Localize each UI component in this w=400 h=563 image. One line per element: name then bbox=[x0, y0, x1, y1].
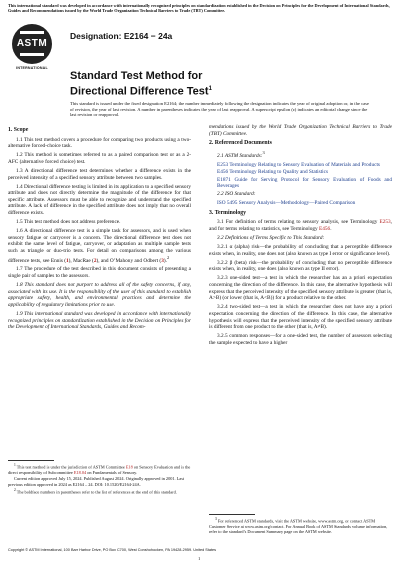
subcommittee-link-e18-04[interactable]: E18.04 bbox=[73, 469, 87, 475]
footnote-divider-right bbox=[209, 514, 255, 515]
para-1-9: 1.9 This international standard was developed in accordance with internationally recognized principles on standardization established in the Decision on Principles for the Development of International Standards, Guides and Recom- bbox=[8, 311, 191, 331]
para-1-3: 1.3 A directional difference test determines whether a difference exists in the perceived intensity of a specified sensory attribute between two samples. bbox=[8, 167, 191, 181]
footnotes-left bbox=[8, 463, 191, 496]
page-number: 1 bbox=[198, 556, 201, 561]
para-1-5: 1.5 This test method does not address preference. bbox=[16, 219, 121, 226]
ref-link-2[interactable]: 2 bbox=[93, 257, 97, 264]
ref-iso-5495[interactable]: ISO 5495 Sensory Analysis—Methodology—Paired Comparison bbox=[217, 200, 356, 207]
para-1-8: 1.8 This standard does not purport to address all of the safety concerns, if any, associated with its use. It is the responsibility of the user of this standard to establish appropriate safety, health, and environmental practices and determine the applicability of regulatory limitations prior to use. bbox=[8, 282, 191, 308]
footnote-3: $^3$ For referenced ASTM standards, visit the ASTM website, www.astm.org, or contact ASTM Customer Service at www.astm.org/contact. For Annual Book of ASTM Standards volume information, refer to the standard’s Document Summary page on the ASTM website. bbox=[209, 517, 388, 534]
para-1-2: 1.2 This method is sometimes referred to as a paired comparison test or as a 2-AFC (alternative forced choice) test. bbox=[8, 152, 191, 165]
standard-issue-note: This standard is issued under the fixed designation E2164; the number immediately following the designation indicates the year of original adoption or, in the case of revision, the year of last revision. A number in parentheses indicates the year of last reapproval. A superscript epsilon (ε) indicates an editorial change since the last revision or reapproval. bbox=[70, 101, 369, 118]
para-1-6: 1.6 A directional difference test is a simple task for assessors, and is used when sensory fatigue or carryover is a concern. The directional difference test does not exhibit the same level of fatigue, carryover, or adaptation as multiple sample tests such as triangle or duo-trio tests. For detail on comparisons among the various difference tests, see Ennis (1), MacRae (2), and O’Mahony and Odbert (3).$^2$ bbox=[8, 228, 191, 264]
para-3-1: 3.1 For definition of terms relating to sensory analysis, see Terminology E253, and for terms relating to statistics, see Terminology E456. bbox=[209, 219, 392, 232]
title-line-2: Directional Difference Test$^1$ bbox=[70, 85, 212, 98]
para-3-2-3: 3.2.3 one-sided test—a test in which the researcher has an a priori expectation concerning the direction of the difference. In this case, the alternative hypothesis will express that the perceived intensity of the specified sensory attribute is greater (that is, A>B) (or lower (that is, A<B)) for a product relative to the other. bbox=[209, 275, 392, 302]
copyright-line: Copyright © ASTM International, 100 Barr Harbor Drive, PO Box C700, West Conshohocken, PA 19428-2959. United States bbox=[8, 548, 217, 552]
logo-international-text: INTERNATIONAL bbox=[16, 66, 48, 70]
right-column bbox=[209, 124, 392, 349]
wto-notice: This international standard was developed in accordance with internationally recognized principles on standardization established in the Decision on Principles for the Development of International Standards, Guides and Recommendations issued by the World Trade Organization Technical Barriers to Trade (TBT) Committee. bbox=[8, 3, 390, 14]
para-3-2-5: 3.2.5 common responses—for a one-sided test, the number of assessors selecting the sample expected to have a higher bbox=[209, 333, 392, 346]
term-link-e253[interactable]: E253 bbox=[379, 219, 391, 226]
ref-e253[interactable]: E253 Terminology Relating to Sensory Evaluation of Materials and Products bbox=[217, 161, 380, 168]
footnote-1: $^1$ This test method is under the jurisdiction of ASTM Committee E18 on Sensory Evaluation and is the direct responsibility of Subcommittee E18.04 on Fundamentals of Sensory. bbox=[8, 463, 191, 475]
ref-e1871[interactable]: E1871 Guide for Serving Protocol for Sensory Evaluation of Foods and Beverages bbox=[217, 176, 392, 190]
ref-e456[interactable]: E456 Terminology Relating to Quality and Statistics bbox=[217, 169, 329, 176]
footnote-2: $^2$ The boldface numbers in parentheses refer to the list of references at the end of this standard. bbox=[14, 488, 177, 495]
para-3-2-1: 3.2.1 α (alpha) risk—the probability of concluding that a perceptible difference exists when, in reality, one does not (also known as type I error or significance level). bbox=[209, 244, 392, 257]
footnote-divider-left bbox=[8, 460, 54, 461]
ref-link-1[interactable]: 1 bbox=[66, 257, 69, 264]
section-heading-referenced-documents: 2. Referenced Documents bbox=[209, 140, 272, 147]
para-1-1: 1.1 This test method covers a procedure for comparing two products using a two-alternative forced-choice task. bbox=[8, 136, 191, 150]
ref-link-3[interactable]: 3 bbox=[161, 257, 164, 264]
footnote-1-edition: Current edition approved July 15, 2024. Published August 2024. Originally approved in 2001. Last previous edition approved in 2024 as E2164 – 24. DOI: 10.1520/E2164-24A. bbox=[8, 476, 185, 487]
section-heading-terminology: 3. Terminology bbox=[209, 209, 247, 216]
title-line-1: Standard Test Method for bbox=[70, 70, 203, 82]
astm-logo-mark bbox=[12, 24, 52, 64]
para-3-2-2: 3.2.2 β (beta) risk—the probability of concluding that no perceptible difference exists when, in reality, one does (also known as type II error). bbox=[209, 259, 392, 273]
committee-link-e18[interactable]: E18 bbox=[125, 464, 133, 470]
para-3-2: 3.2 Definitions of Terms Specific to This Standard: bbox=[217, 234, 325, 241]
term-link-e456[interactable]: E456 bbox=[319, 225, 331, 232]
left-column bbox=[8, 124, 191, 333]
para-3-2-4: 3.2.4 two-sided test—a test in which the researcher does not have any a priori expectation concerning the direction of the difference. In this case, the alternative hypothesis will express that the perceived intensity of the specified sensory attribute is different from one product to the other (that is, A≠B). bbox=[209, 304, 392, 331]
para-2-1: 2.1 ASTM Standards:$^3$ bbox=[217, 149, 265, 159]
title-footnote-ref[interactable]: 1 bbox=[208, 86, 212, 92]
footnote-ref-3[interactable]: 3 bbox=[262, 149, 265, 155]
astm-logo-name: ASTM bbox=[16, 38, 48, 49]
page-title bbox=[70, 70, 370, 99]
astm-logo bbox=[10, 24, 54, 70]
section-heading-scope: 1. Scope bbox=[8, 127, 29, 133]
designation: Designation: E2164 − 24a bbox=[70, 31, 173, 41]
para-1-4: 1.4 Directional difference testing is limited in its application to a specified sensory attribute and does not directly determine the magnitude of the difference for that specific attribute. Assessors must be able to recognize and understand the specified attribute. A lack of difference in the specified attribute does not imply that no overall difference exists. bbox=[8, 183, 191, 217]
footnotes-right bbox=[209, 517, 392, 536]
footnote-ref-2[interactable]: 2 bbox=[166, 254, 170, 260]
para-1-9-cont: mendations issued by the World Trade Organization Technical Barriers to Trade (TBT) Committee. bbox=[209, 124, 392, 137]
para-1-7: 1.7 The procedure of the test described in this document consists of presenting a single pair of samples to the assessors. bbox=[8, 266, 191, 280]
para-2-2: 2.2 ISO Standard: bbox=[217, 191, 256, 198]
